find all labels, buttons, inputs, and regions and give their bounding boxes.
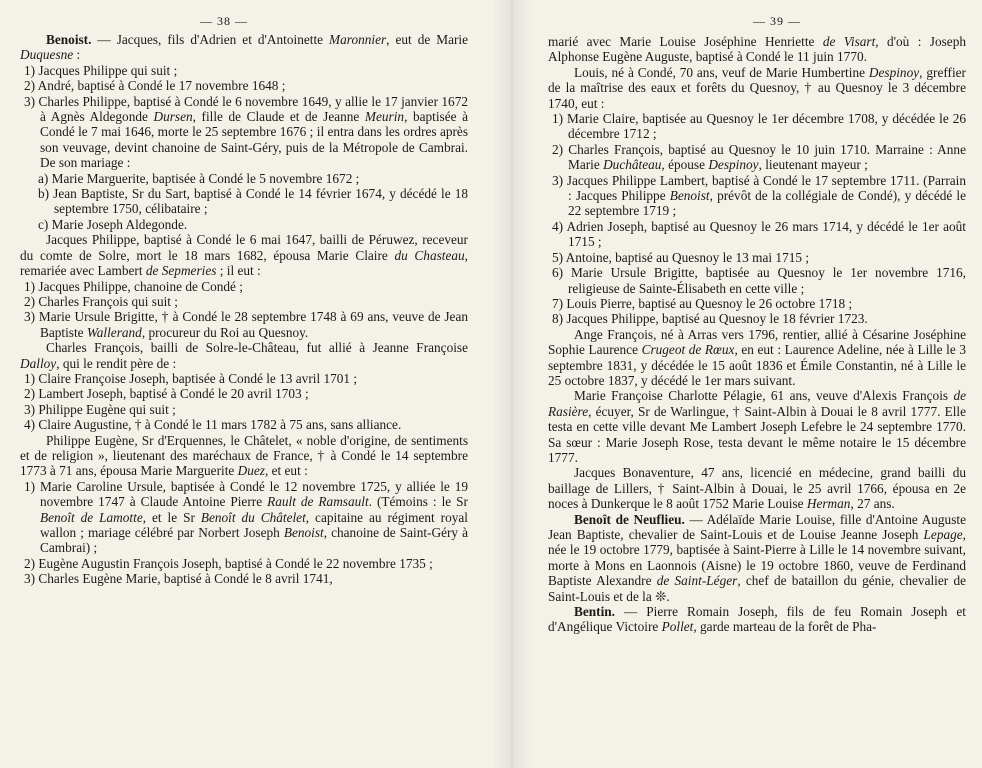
list-item: 1) Marie Claire, baptisée au Quesnoy le 1er décembre 1708, y décédée le 26 décembre 1712 ;: [552, 111, 966, 142]
list-item: 3) Charles Eugène Marie, baptisé à Condé le 8 avril 1741,: [24, 571, 333, 587]
list-item: 2) André, baptisé à Condé le 17 novembre 1648 ;: [24, 78, 286, 94]
entry-bentin: Bentin. — Pierre Romain Joseph, fils de feu Romain Joseph et d'Angélique Victoire Pollet, garde marteau de la forêt de Pha-: [548, 604, 966, 635]
list-item: 1) Claire Françoise Joseph, baptisée à Condé le 13 avril 1701 ;: [24, 370, 358, 386]
paragraph: Marie Françoise Charlotte Pélagie, 61 ans, veuve d'Alexis François de Rasière, écuyer, Sr de Warlingue, † Saint-Albin à Douai le 8 avril 1777. Elle testa en cette ville devant Me Lambert Joseph Lefebre le 24 septembre 1770. Sa sœur : Marie Joseph Rose, testa devant le même notaire le 15 décembre 1777.: [548, 388, 966, 465]
list-item: 2) Lambert Joseph, baptisé à Condé le 20 avril 1703 ;: [24, 386, 309, 402]
list-item: a) Marie Marguerite, baptisée à Condé le 5 novembre 1672 ;: [38, 170, 360, 186]
list-item: 2) Eugène Augustin François Joseph, baptisé à Condé le 22 novembre 1735 ;: [24, 555, 433, 571]
list-item: 5) Antoine, baptisé au Quesnoy le 13 mai 1715 ;: [552, 249, 810, 265]
paragraph: Jacques Philippe, baptisé à Condé le 6 mai 1647, bailli de Péruwez, receveur du comte de Solre, mort le 18 mars 1682, épousa Marie Claire du Chasteau, remariée avec Lambert de Sepmeries ; il eut :: [20, 232, 468, 279]
list-item: 4) Adrien Joseph, baptisé au Quesnoy le 26 mars 1714, y décédé le 1er août 1715 ;: [552, 218, 966, 250]
list-item: 8) Jacques Philippe, baptisé au Quesnoy le 18 février 1723.: [552, 311, 868, 327]
paragraph: Charles François, bailli de Solre-le-Château, fut allié à Jeanne Françoise Dalloy, qui le rendit père de :: [20, 340, 468, 371]
list-item: 6) Marie Ursule Brigitte, baptisée au Quesnoy le 1er novembre 1716, religieuse de Sainte-Élisabeth en cette ville ;: [552, 265, 966, 296]
list-item: b) Jean Baptiste, Sr du Sart, baptisé à Condé le 14 février 1674, y décédé le 18 septembre 1750, célibataire ;: [38, 186, 468, 217]
list-item: 3) Philippe Eugène qui suit ;: [24, 401, 176, 417]
paragraph: marié avec Marie Louise Joséphine Henriette de Visart, d'où : Joseph Alphonse Eugène Auguste, baptisé à Condé le 11 juin 1770.: [548, 34, 966, 65]
list-item: 1) Jacques Philippe, chanoine de Condé ;: [24, 278, 243, 294]
list-item: 3) Charles Philippe, baptisé à Condé le 6 novembre 1649, y allie le 17 janvier 1672 à Agnès Aldegonde Dursen, fille de Claude et de Jeanne Meurin, baptisée à Condé le 7 mai 1646, morte le 25 septembre 1676 ; il entra dans les ordres après son veuvage, devint chanoine de Saint-Géry, puis de la Métropole de Cambrai. De son mariage :: [24, 93, 468, 171]
paragraph: Ange François, né à Arras vers 1796, rentier, allié à Césarine Joséphine Sophie Laurence Crugeot de Rœux, en eut : Laurence Adeline, née à Lille le 3 septembre 1831, y décédée le 15 août 1836 et Émile Constantin, né à Lille le 25 octobre 1837, y décédé le 1er mars suivant.: [548, 326, 966, 388]
entry-heading: Benoît de Neuflieu.: [574, 511, 685, 527]
page-number: — 39 —: [753, 14, 801, 28]
list-item: c) Marie Joseph Aldegonde.: [38, 216, 188, 232]
list-item: 3) Marie Ursule Brigitte, † à Condé le 28 septembre 1748 à 69 ans, veuve de Jean Baptiste Wallerand, procureur du Roi au Quesnoy.: [24, 309, 468, 340]
page-left: [20, 0, 468, 768]
entry-heading: Bentin.: [574, 604, 616, 620]
paragraph: Philippe Eugène, Sr d'Erquennes, le Châtelet, « noble d'origine, de sentiments et de religion », lieutenant des maréchaux de France, † à Condé le 14 septembre 1773 à 71 ans, épousa Marie Marguerite Duez, et eut :: [20, 432, 468, 479]
list-item: 2) Charles François, baptisé au Quesnoy le 10 juin 1710. Marraine : Anne Marie Duchâteau, épouse Despinoy, lieutenant mayeur ;: [552, 141, 966, 173]
book-gutter: [492, 0, 532, 768]
paragraph: Louis, né à Condé, 70 ans, veuf de Marie Humbertine Despinoy, greffier de la maîtrise des eaux et forêts du Quesnoy, † au Quesnoy le 3 décembre 1740, eut :: [548, 64, 966, 111]
list-item: 1) Marie Caroline Ursule, baptisée à Condé le 12 novembre 1725, y alliée le 19 novembre 1747 à Claude Antoine Pierre Rault de Ramsault. (Témoins : le Sr Benoît de Lamotte, et le Sr Benoît du Châtelet, capitaine au régiment royal wallon ; mariage célébré par Norbert Joseph Benoist, chanoine de Saint-Géry à Cambrai) ;: [24, 478, 468, 556]
paragraph: Jacques Bonaventure, 47 ans, licencié en médecine, grand bailli du baillage de Lillers, † Saint-Albin à Douai, le 25 avril 1766, épousa en 2e noces à Dunkerque le 8 août 1752 Marie Louise Herman, 27 ans.: [548, 465, 966, 512]
page-number: — 38 —: [200, 14, 248, 28]
entry-benoit-de-neuflieu: Benoît de Neuflieu. — Adélaïde Marie Louise, fille d'Antoine Auguste Jean Baptiste, chevalier de Saint-Louis et de Louise Jeanne Joseph Lepage, née le 19 octobre 1779, baptisée à Saint-Pierre à Lille le 14 novembre suivant, morte à Mons en Laonnois (Aisne) le 19 octobre 1860, veuve de Ferdinand Baptiste Alexandre de Saint-Léger, chef de bataillon du génie, chevalier de Saint-Louis et de la ❊.: [548, 511, 966, 604]
list-item: 3) Jacques Philippe Lambert, baptisé à Condé le 17 septembre 1711. (Parrain : Jacques Philippe Benoist, prévôt de la collégiale de Condé), y décédé le 22 septembre 1719 ;: [552, 172, 966, 219]
list-item: 7) Louis Pierre, baptisé au Quesnoy le 26 octobre 1718 ;: [552, 295, 853, 311]
entry-benoist: Benoist. — Jacques, fils d'Adrien et d'Antoinette Maronnier, eut de Marie Duquesne :: [20, 32, 468, 63]
entry-heading: Benoist.: [46, 32, 92, 47]
list-item: 4) Claire Augustine, † à Condé le 11 mars 1782 à 75 ans, sans alliance.: [24, 417, 402, 433]
list-item: 1) Jacques Philippe qui suit ;: [24, 62, 178, 78]
list-item: 2) Charles François qui suit ;: [24, 293, 179, 309]
page-right: [548, 0, 966, 768]
